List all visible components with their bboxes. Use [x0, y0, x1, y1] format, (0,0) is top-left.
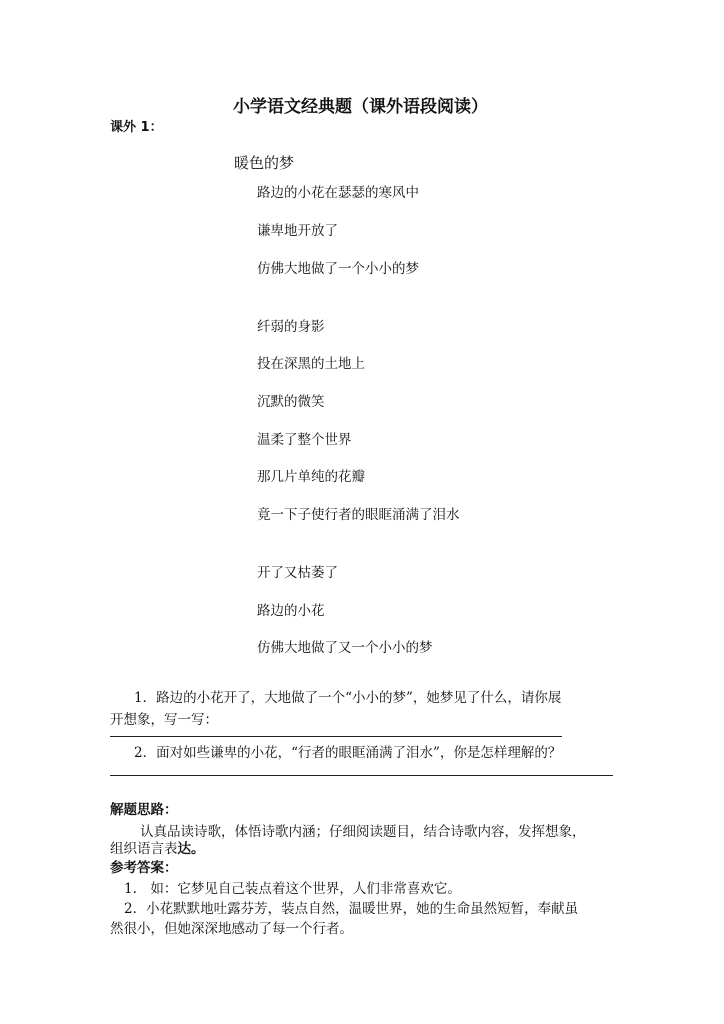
analysis-line-1: 认真品读诗歌，体悟诗歌内涵；仔细阅读题目，结合诗歌内容，发挥想象，: [140, 824, 586, 840]
poem-line: 投在深黑的土地上: [257, 356, 365, 372]
poem-line: 沉默的微笑: [257, 394, 325, 410]
poem-line: 路边的小花在瑟瑟的寒风中: [257, 185, 419, 201]
section-label: 课外 1：: [110, 120, 163, 135]
document-title: 小学语文经典题（课外语段阅读）: [233, 97, 488, 117]
answer-1: 1. 如：它梦见自己装点着这个世界，人们非常喜欢它。: [124, 881, 461, 897]
question-1-line-1: 1．路边的小花开了，大地做了一个“小小的梦”，她梦见了什么，请你展: [134, 690, 562, 706]
analysis-line-2: [110, 837, 205, 857]
answer-line-1: [110, 736, 562, 737]
poem-title: 暖色的梦: [234, 154, 295, 172]
analysis-line-2-text: 组织语言表: [110, 841, 178, 857]
poem-line: 路边的小花: [257, 603, 325, 619]
answers-heading: 参考答案：: [110, 860, 178, 876]
analysis-line-2-bold: 达。: [177, 841, 205, 857]
poem-line: 仿佛大地做了一个小小的梦: [257, 261, 419, 277]
answer-line-2: [110, 775, 613, 776]
question-2: 2．面对如些谦卑的小花，“行者的眼眶涌满了泪水”，你是怎样理解的？: [134, 745, 562, 761]
question-1-line-2: 开想象，写一写：: [110, 712, 218, 728]
answer-2-line-1: 2．小花默默地吐露芬芳，装点自然，温暖世界，她的生命虽然短暂，奉献虽: [124, 901, 579, 917]
poem-line: 仿佛大地做了又一个小小的梦: [257, 640, 433, 656]
poem-line: 谦卑地开放了: [257, 223, 338, 239]
answer-2-line-2: 然很小，但她深深地感动了每一个行者。: [110, 921, 353, 937]
poem-line: 竟一下子使行者的眼眶涌满了泪水: [257, 507, 460, 523]
poem-line: 开了又枯萎了: [257, 565, 338, 581]
poem-line: 那几片单纯的花瓣: [257, 469, 365, 485]
analysis-heading: 解题思路：: [110, 802, 178, 818]
poem-line: 温柔了整个世界: [257, 432, 352, 448]
poem-line: 纤弱的身影: [257, 319, 325, 335]
